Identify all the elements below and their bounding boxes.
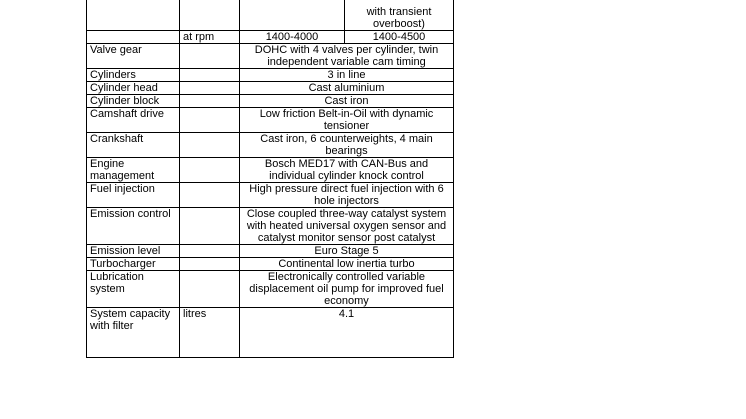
spec-label: Lubrication system bbox=[87, 271, 180, 308]
table-row bbox=[87, 82, 454, 95]
table-row bbox=[87, 69, 454, 82]
spec-value: Close coupled three-way catalyst system with heated universal oxygen sensor and catalyst monitor sensor post catalyst bbox=[240, 208, 454, 245]
spec-value: Cast iron, 6 counterweights, 4 main bearings bbox=[240, 133, 454, 158]
spec-label: Cylinder head bbox=[87, 82, 180, 95]
spec-value-1: 1400-4000 bbox=[240, 31, 345, 44]
spec-unit bbox=[180, 82, 240, 95]
spec-unit bbox=[180, 69, 240, 82]
spec-value-2: 1400-4500 bbox=[345, 31, 454, 44]
spec-unit bbox=[180, 258, 240, 271]
table-row bbox=[87, 133, 454, 158]
spec-unit bbox=[180, 245, 240, 258]
spec-label: Crankshaft bbox=[87, 133, 180, 158]
spec-unit bbox=[180, 271, 240, 308]
spec-value: Euro Stage 5 bbox=[240, 245, 454, 258]
spec-label: Cylinder block bbox=[87, 95, 180, 108]
spec-unit bbox=[180, 0, 240, 31]
spec-unit bbox=[180, 158, 240, 183]
table-row bbox=[87, 183, 454, 208]
spec-value-1 bbox=[240, 0, 345, 31]
table-row bbox=[87, 308, 454, 358]
table-row bbox=[87, 245, 454, 258]
spec-unit bbox=[180, 95, 240, 108]
spec-value: Cast aluminium bbox=[240, 82, 454, 95]
spec-label bbox=[87, 0, 180, 31]
table-row bbox=[87, 158, 454, 183]
spec-unit: litres bbox=[180, 308, 240, 358]
spec-label: Camshaft drive bbox=[87, 108, 180, 133]
spec-value-2: with transient overboost) bbox=[345, 0, 454, 31]
spec-value: Bosch MED17 with CAN-Bus and individual cylinder knock control bbox=[240, 158, 454, 183]
spec-label: Fuel injection bbox=[87, 183, 180, 208]
spec-label: Valve gear bbox=[87, 44, 180, 69]
spec-unit bbox=[180, 208, 240, 245]
spec-unit bbox=[180, 44, 240, 69]
table-row bbox=[87, 108, 454, 133]
table-row bbox=[87, 31, 454, 44]
spec-label bbox=[87, 31, 180, 44]
spec-label: Turbocharger bbox=[87, 258, 180, 271]
spec-unit bbox=[180, 183, 240, 208]
table-row bbox=[87, 271, 454, 308]
spec-unit bbox=[180, 108, 240, 133]
spec-label: System capacity with filter bbox=[87, 308, 180, 358]
spec-value: Cast iron bbox=[240, 95, 454, 108]
spec-value: High pressure direct fuel injection with 6 hole injectors bbox=[240, 183, 454, 208]
spec-value: DOHC with 4 valves per cylinder, twin independent variable cam timing bbox=[240, 44, 454, 69]
table-row bbox=[87, 208, 454, 245]
spec-label: Emission control bbox=[87, 208, 180, 245]
spec-unit: at rpm bbox=[180, 31, 240, 44]
spec-value: Continental low inertia turbo bbox=[240, 258, 454, 271]
table-row bbox=[87, 95, 454, 108]
spec-label: Cylinders bbox=[87, 69, 180, 82]
spec-value: 4.1 bbox=[240, 308, 454, 358]
spec-unit bbox=[180, 133, 240, 158]
engine-spec-table bbox=[86, 0, 454, 358]
spec-value: Electronically controlled variable displacement oil pump for improved fuel economy bbox=[240, 271, 454, 308]
table-row bbox=[87, 44, 454, 69]
spec-value: Low friction Belt-in-Oil with dynamic tensioner bbox=[240, 108, 454, 133]
table-row bbox=[87, 258, 454, 271]
table-row bbox=[87, 0, 454, 31]
spec-label: Emission level bbox=[87, 245, 180, 258]
spec-value: 3 in line bbox=[240, 69, 454, 82]
spec-label: Engine management bbox=[87, 158, 180, 183]
